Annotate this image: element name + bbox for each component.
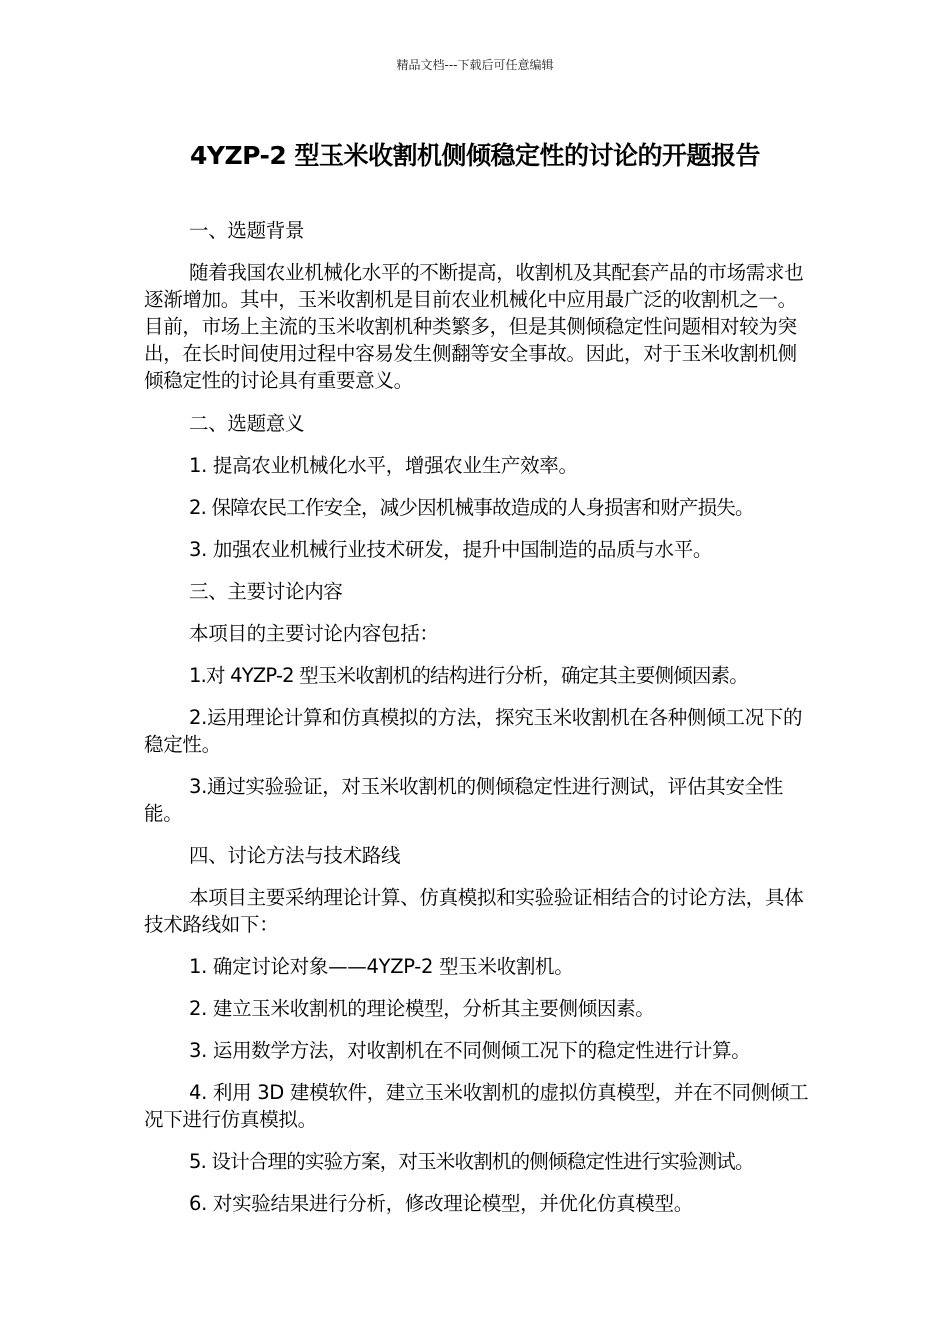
header-note: 精品文档---下载后可任意编辑 bbox=[396, 58, 554, 72]
list-item-method-1: 1. 确定讨论对象——4YZP-2 型玉米收割机。 bbox=[189, 955, 574, 978]
list-item-content-1: 1.对 4YZP-2 型玉米收割机的结构进行分析，确定其主要侧倾因素。 bbox=[189, 664, 748, 687]
list-item-content-2: 2.运用理论计算和仿真模拟的方法，探究玉米收割机在各种侧倾工况下的稳定性。 bbox=[144, 706, 803, 756]
list-item-method-4: 4. 利用 3D 建模软件，建立玉米收割机的虚拟仿真模型，并在不同侧倾工况下进行仿真模拟。 bbox=[144, 1081, 809, 1131]
list-item-method-5: 5. 设计合理的实验方案，对玉米收割机的侧倾稳定性进行实验测试。 bbox=[189, 1150, 754, 1173]
document-title: 4YZP-2 型玉米收割机侧倾稳定性的讨论的开题报告 bbox=[190, 141, 760, 170]
section-heading-background: 一、选题背景 bbox=[189, 219, 305, 242]
list-item-method-2: 2. 建立玉米收割机的理论模型，分析其主要侧倾因素。 bbox=[189, 997, 655, 1020]
section-heading-content: 三、主要讨论内容 bbox=[189, 580, 343, 603]
list-item-significance-2: 2. 保障农民工作安全，减少因机械事故造成的人身损害和财产损失。 bbox=[189, 496, 754, 519]
paragraph-content-intro: 本项目的主要讨论内容包括： bbox=[189, 622, 439, 645]
list-item-significance-1: 1. 提高农业机械化水平，增强农业生产效率。 bbox=[189, 454, 578, 477]
section-heading-method: 四、讨论方法与技术路线 bbox=[189, 844, 401, 867]
section-heading-significance: 二、选题意义 bbox=[189, 412, 305, 435]
paragraph-method-intro: 本项目主要采纳理论计算、仿真模拟和实验验证相结合的讨论方法，具体技术路线如下： bbox=[144, 886, 804, 936]
paragraph-background: 随着我国农业机械化水平的不断提高，收割机及其配套产品的市场需求也逐渐增加。其中，玉米收割机是目前农业机械化中应用最广泛的收割机之一。目前，市场上主流的玉米收割机种类繁多，但是其侧倾稳定性问题相对较为突出，在长时间使用过程中容易发生侧翻等安全事故。因此，对于玉米收割机侧倾稳定性的讨论具有重要意义。 bbox=[144, 261, 804, 392]
list-item-significance-3: 3. 加强农业机械行业技术研发，提升中国制造的品质与水平。 bbox=[189, 538, 713, 561]
list-item-method-6: 6. 对实验结果进行分析，修改理论模型，并优化仿真模型。 bbox=[189, 1192, 693, 1215]
list-item-method-3: 3. 运用数学方法，对收割机在不同侧倾工况下的稳定性进行计算。 bbox=[189, 1039, 751, 1062]
list-item-content-3: 3.通过实验验证，对玉米收割机的侧倾稳定性进行测试，评估其安全性能。 bbox=[144, 775, 784, 825]
